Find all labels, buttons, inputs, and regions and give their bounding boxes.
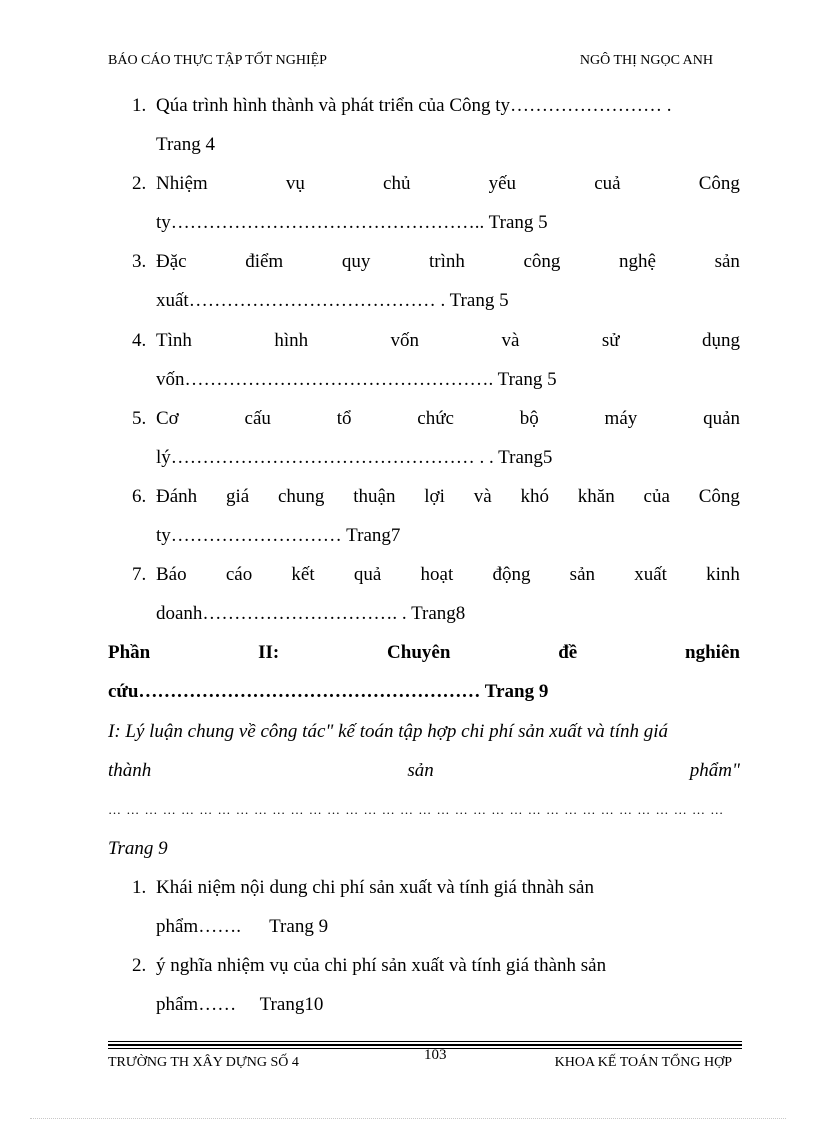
toc-item-number: 6. bbox=[132, 485, 147, 507]
word: Chuyên bbox=[387, 642, 451, 664]
word: cấu bbox=[244, 407, 271, 429]
toc-item-number: 4. bbox=[132, 329, 147, 351]
toc-item-text bbox=[156, 164, 740, 203]
header-author-name: NGÔ THỊ NGỌC ANH bbox=[579, 53, 713, 68]
toc-item-5-page: lý………………………………………… . . Trang5 bbox=[156, 446, 553, 468]
word: yếu bbox=[488, 173, 517, 195]
word: kết bbox=[291, 564, 315, 586]
word: giá bbox=[225, 485, 250, 507]
word: sản bbox=[569, 564, 595, 586]
section1-heading: I: Lý luận chung về công tác" kế toán tập hợp chi phí sản xuất và tính giá bbox=[108, 720, 669, 742]
toc-item-text bbox=[156, 477, 740, 516]
toc-item-number: 2. bbox=[132, 955, 147, 977]
word: thuận bbox=[353, 485, 396, 507]
word: khó bbox=[520, 485, 549, 507]
toc-item-text: ý nghĩa nhiệm vụ của chi phí sản xuất và tính giá thành sản bbox=[156, 955, 607, 977]
word: Công bbox=[698, 173, 740, 195]
section1-item-1-page: phẩm……. Trang 9 bbox=[156, 915, 329, 937]
word: bộ bbox=[519, 407, 539, 429]
word: hoạt bbox=[420, 564, 454, 586]
word: chức bbox=[417, 407, 454, 429]
word: Cơ bbox=[156, 407, 179, 429]
word: sản bbox=[407, 759, 434, 781]
toc-item-5 bbox=[108, 399, 740, 438]
word: khăn bbox=[577, 485, 615, 507]
word: và bbox=[501, 329, 520, 351]
word: Công bbox=[698, 485, 740, 507]
word: nghiên bbox=[685, 642, 740, 664]
word: Báo bbox=[156, 564, 187, 586]
word: II: bbox=[258, 642, 280, 664]
word: Đặc bbox=[156, 251, 187, 273]
footer-rule-middle bbox=[108, 1044, 742, 1046]
toc-item-text bbox=[156, 242, 740, 281]
footer-rule-top bbox=[108, 1041, 742, 1042]
section1-page: Trang 9 bbox=[108, 837, 168, 859]
toc-item-7-page: doanh…………………………. . Trang8 bbox=[156, 603, 466, 625]
toc-item-number: 7. bbox=[132, 564, 147, 586]
toc-item-1-page: Trang 4 bbox=[156, 134, 215, 156]
toc-item-3 bbox=[108, 242, 740, 281]
table-of-contents bbox=[108, 86, 740, 1024]
toc-item-text: Qúa trình hình thành và phát triển của Công ty…………………… . bbox=[156, 95, 672, 116]
word: kinh bbox=[706, 564, 740, 586]
section1-item-1 bbox=[108, 868, 740, 907]
word: của bbox=[643, 485, 670, 507]
page-edge-divider bbox=[30, 1118, 786, 1119]
word: vốn bbox=[390, 329, 420, 351]
word: xuất bbox=[634, 564, 667, 586]
word: tổ bbox=[336, 407, 352, 429]
word: điểm bbox=[245, 251, 284, 273]
part2-heading bbox=[108, 633, 740, 672]
toc-item-number: 1. bbox=[132, 876, 147, 898]
word: phẩm" bbox=[689, 759, 740, 781]
word: cuả bbox=[594, 173, 621, 195]
toc-item-text: Khái niệm nội dung chi phí sản xuất và tính giá thnàh sản bbox=[156, 876, 594, 898]
section1-item-2-page: phẩm…… Trang10 bbox=[156, 994, 324, 1016]
word: chủ bbox=[383, 173, 411, 195]
word: nghệ bbox=[619, 251, 656, 273]
word: Nhiệm bbox=[156, 173, 208, 195]
toc-item-number: 1. bbox=[132, 95, 147, 116]
footer-department: KHOA KẾ TOÁN TỔNG HỢP bbox=[554, 1055, 732, 1070]
toc-item-3-page: xuất………………………………… . Trang 5 bbox=[156, 290, 509, 312]
word: quy bbox=[341, 251, 371, 273]
word: quả bbox=[353, 564, 382, 586]
toc-item-6 bbox=[108, 477, 740, 516]
toc-item-1 bbox=[108, 86, 740, 125]
toc-item-2-page: ty………………………………………….. Trang 5 bbox=[156, 212, 548, 234]
toc-item-6-page: ty……………………… Trang7 bbox=[156, 525, 401, 547]
word: quản bbox=[703, 407, 740, 429]
section1-leader-dots: … … … … … … … … … … … … … … … … … … … … … … … … … … … … … … … … … … bbox=[108, 801, 725, 817]
word: Phần bbox=[108, 642, 151, 664]
toc-item-7 bbox=[108, 555, 740, 594]
word: thành bbox=[108, 759, 152, 781]
toc-item-number: 2. bbox=[132, 173, 147, 195]
toc-item-number: 5. bbox=[132, 407, 147, 429]
word: động bbox=[492, 564, 531, 586]
word: Đánh bbox=[156, 485, 198, 507]
section1-item-2 bbox=[108, 946, 740, 985]
section1-heading-cont bbox=[108, 751, 740, 790]
header-report-title: BÁO CÁO THỰC TẬP TỐT NGHIỆP bbox=[108, 53, 327, 68]
word: sản bbox=[714, 251, 740, 273]
page-number: 103 bbox=[424, 1047, 447, 1063]
toc-item-4-page: vốn…………………………………………. Trang 5 bbox=[156, 368, 557, 390]
toc-item-2 bbox=[108, 164, 740, 203]
toc-item-text bbox=[156, 399, 740, 438]
toc-item-number: 3. bbox=[132, 251, 147, 273]
part2-page: cứu……………………………………………… Trang 9 bbox=[108, 681, 549, 703]
word: cáo bbox=[225, 564, 253, 586]
word: vụ bbox=[285, 173, 305, 195]
word: dụng bbox=[702, 329, 740, 351]
word: sử bbox=[601, 329, 620, 351]
word: và bbox=[473, 485, 492, 507]
toc-item-text bbox=[156, 555, 740, 594]
word: lợi bbox=[424, 485, 445, 507]
word: Tình bbox=[156, 329, 192, 351]
word: hình bbox=[274, 329, 309, 351]
toc-item-text bbox=[156, 321, 740, 360]
word: chung bbox=[278, 485, 325, 507]
word: máy bbox=[604, 407, 638, 429]
word: trình bbox=[428, 251, 465, 273]
word: đề bbox=[558, 642, 578, 664]
toc-item-4 bbox=[108, 321, 740, 360]
word: công bbox=[523, 251, 561, 273]
footer-school-name: TRƯỜNG TH XÂY DỰNG SỐ 4 bbox=[108, 1055, 299, 1070]
